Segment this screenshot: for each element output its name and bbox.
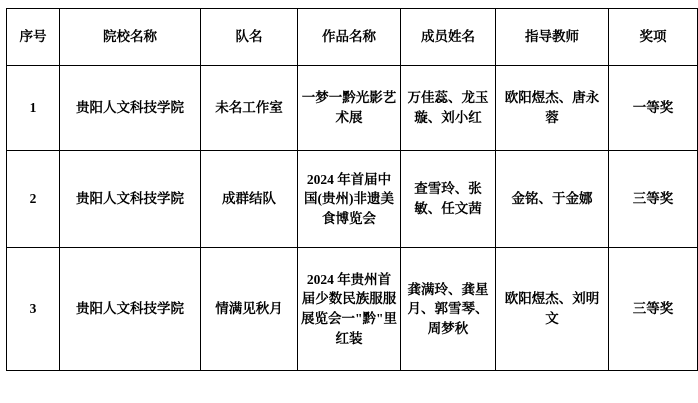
column-header-no: 序号 [7, 9, 60, 66]
cell-school: 贵阳人文科技学院 [60, 248, 201, 371]
column-header-teacher: 指导教师 [496, 9, 609, 66]
table-row [7, 66, 698, 151]
cell-work: 2024 年贵州首届少数民族服服展览会一"黔"里红装 [298, 248, 401, 371]
table-body [7, 66, 698, 371]
cell-members: 万佳蕊、龙玉璇、刘小红 [401, 66, 496, 151]
cell-prize: 三等奖 [609, 151, 698, 248]
column-header-school: 院校名称 [60, 9, 201, 66]
cell-work: 2024 年首届中国(贵州)非遗美食博览会 [298, 151, 401, 248]
column-header-work: 作品名称 [298, 9, 401, 66]
cell-team: 成群结队 [201, 151, 298, 248]
cell-work: 一梦一黔光影艺术展 [298, 66, 401, 151]
cell-prize: 三等奖 [609, 248, 698, 371]
column-header-team: 队名 [201, 9, 298, 66]
cell-school: 贵阳人文科技学院 [60, 151, 201, 248]
table-header [7, 9, 698, 66]
column-header-prize: 奖项 [609, 9, 698, 66]
cell-teacher: 欧阳煜杰、刘明文 [496, 248, 609, 371]
table-row [7, 151, 698, 248]
cell-team: 未名工作室 [201, 66, 298, 151]
table-row [7, 248, 698, 371]
cell-no: 1 [7, 66, 60, 151]
cell-teacher: 金铭、于金娜 [496, 151, 609, 248]
cell-no: 2 [7, 151, 60, 248]
cell-members: 龚满玲、龚星月、郭雪琴、周梦秋 [401, 248, 496, 371]
cell-prize: 一等奖 [609, 66, 698, 151]
column-header-members: 成员姓名 [401, 9, 496, 66]
cell-team: 情满见秋月 [201, 248, 298, 371]
cell-school: 贵阳人文科技学院 [60, 66, 201, 151]
cell-no: 3 [7, 248, 60, 371]
table-header-row [7, 9, 698, 66]
cell-teacher: 欧阳煜杰、唐永蓉 [496, 66, 609, 151]
award-results-table [6, 8, 698, 371]
cell-members: 查雪玲、张敏、任文茜 [401, 151, 496, 248]
